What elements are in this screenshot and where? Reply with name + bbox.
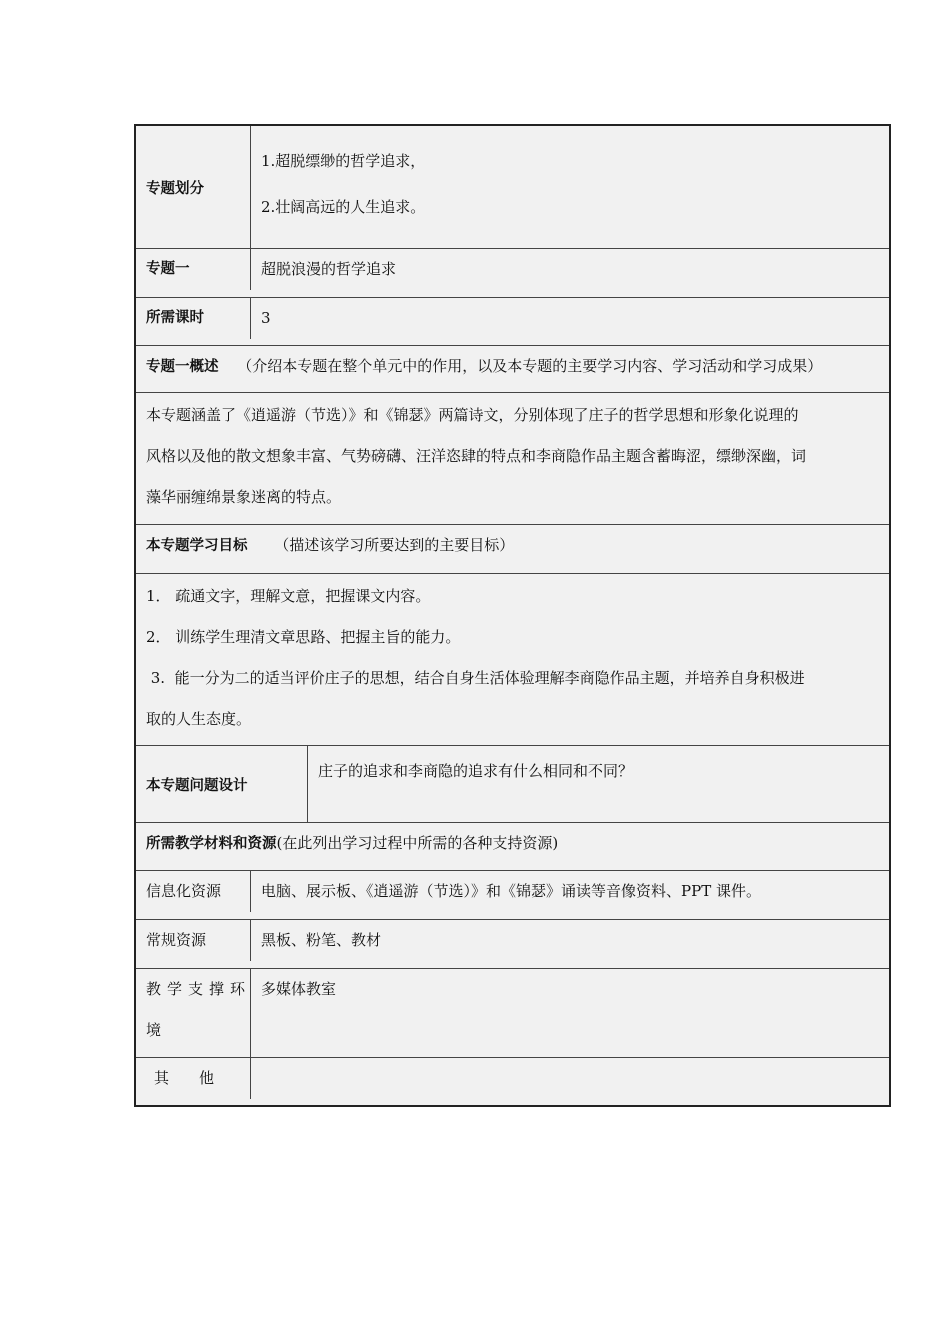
materials-label: 所需教学材料和资源	[146, 836, 277, 852]
row-overview-header	[136, 346, 889, 393]
materials-hint: (在此列出学习过程中所需的各种支持资源)	[276, 834, 559, 852]
topic-one-value: 超脱浪漫的哲学追求	[261, 260, 397, 278]
overview-line-1: 本专题涵盖了《逍遥游（节选）》和《锦瑟》两篇诗文，分别体现了庄子的哲学思想和形象化说理的	[146, 406, 799, 424]
goals-hint: （描述该学习所要达到的主要目标）	[274, 536, 515, 554]
teaching-environment-label-line-1: 教学支撑环	[146, 980, 252, 998]
teaching-environment-value: 多媒体教室	[261, 980, 337, 998]
overview-line-3: 藻华丽缠绵景象迷离的特点。	[146, 488, 342, 506]
goal-line-2: 2． 训练学生理清文章思路、把握主旨的能力。	[146, 628, 461, 646]
topic-division-item-1: 1.超脱缥缈的哲学追求，	[261, 152, 426, 170]
goals-label: 本专题学习目标	[146, 538, 248, 554]
topic-one-label: 专题一	[136, 249, 251, 290]
goal-line-4: 取的人生态度。	[146, 710, 252, 728]
topic-division-content	[251, 126, 889, 248]
regular-resources-value: 黑板、粉笔、教材	[261, 931, 382, 949]
goals-body	[136, 574, 889, 745]
question-design-label: 本专题问题设计	[136, 746, 308, 822]
row-required-hours	[136, 298, 889, 346]
it-resources-value: 电脑、展示板、《逍遥游（节选）》和《锦瑟》诵读等音像资料、PPT 课件。	[261, 882, 761, 900]
required-hours-value: 3	[261, 309, 271, 327]
topic-division-item-2: 2.壮阔高远的人生追求。	[261, 198, 426, 216]
teaching-environment-label	[136, 969, 251, 1057]
overview-hint: （介绍本专题在整个单元中的作用，以及本专题的主要学习内容、学习活动和学习成果）	[237, 357, 823, 375]
row-goals-body	[136, 574, 889, 746]
overview-label: 专题一概述	[146, 359, 219, 375]
row-overview-body	[136, 393, 889, 525]
goal-line-1: 1． 疏通文字，理解文意，把握课文内容。	[146, 587, 431, 605]
row-topic-division	[136, 126, 889, 249]
row-topic-one	[136, 249, 889, 298]
topic-division-label: 专题划分	[136, 126, 251, 248]
row-it-resources	[136, 871, 889, 920]
regular-resources-label: 常规资源	[136, 920, 251, 961]
row-question-design	[136, 746, 889, 823]
overview-body	[136, 393, 889, 524]
materials-header	[136, 823, 889, 864]
goals-header	[136, 525, 889, 566]
row-regular-resources	[136, 920, 889, 969]
required-hours-label: 所需课时	[136, 298, 251, 339]
row-materials-header	[136, 823, 889, 871]
goal-line-3: 3. 能一分为二的适当评价庄子的思想，结合自身生活体验理解李商隐作品主题，并培养自身积极进	[146, 669, 805, 687]
row-other	[136, 1058, 889, 1105]
question-design-value: 庄子的追求和李商隐的追求有什么相同和不同？	[318, 762, 634, 780]
row-teaching-environment	[136, 969, 889, 1058]
row-goals-header	[136, 525, 889, 574]
teaching-environment-label-line-2: 境	[146, 1021, 162, 1039]
overview-header	[136, 346, 889, 387]
other-value	[251, 1058, 889, 1099]
it-resources-label: 信息化资源	[136, 871, 251, 912]
lesson-plan-table	[134, 124, 891, 1107]
other-label: 其 他	[136, 1058, 251, 1099]
overview-line-2: 风格以及他的散文想象丰富、气势磅礴、汪洋恣肆的特点和李商隐作品主题含蓄晦涩，缥缈深幽，词	[146, 447, 807, 465]
